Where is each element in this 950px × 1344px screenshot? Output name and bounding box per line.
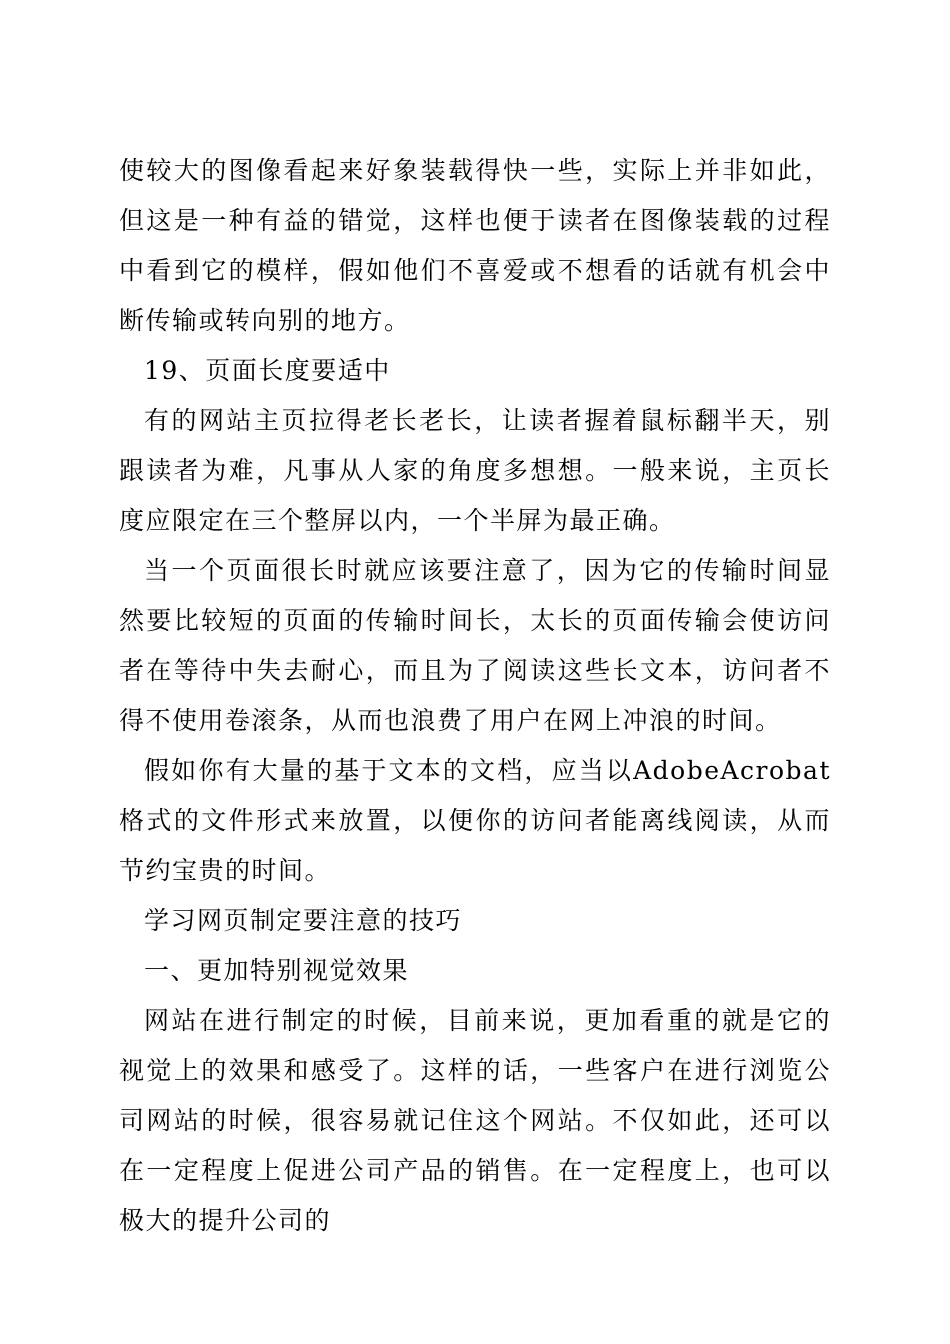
heading-page-length: 19、页面长度要适中 <box>144 356 391 385</box>
heading-visual-effect: 一、更加特别视觉效果 <box>144 956 410 985</box>
paragraph-image-loading: 使较大的图像看起来好象装载得快一些，实际上并非如此，但这是一种有益的错觉，这样也便于读者在图像装载的过程中看到它的模样，假如他们不喜爱或不想看的话就有机会中断传输或转向别的地方。 <box>119 156 831 335</box>
heading-design-tips: 学习网页制定要注意的技巧 <box>144 906 463 935</box>
paragraph-visual-effect: 网站在进行制定的时候，目前来说，更加看重的就是它的视觉上的效果和感受了。这样的话，一些客户在进行浏览公司网站的时候，很容易就记住这个网站。不仅如此，还可以在一定程度上促进公司产品的销售。在一定程度上，也可以极大的提升公司的 <box>119 1006 831 1235</box>
paragraph-acrobat: 假如你有大量的基于文本的文档，应当以AdobeAcrobat格式的文件形式来放置，以便你的访问者能离线阅读，从而节约宝贵的时间。 <box>119 756 831 885</box>
paragraph-homepage-length: 有的网站主页拉得老长老长，让读者握着鼠标翻半天，别跟读者为难，凡事从人家的角度多想想。一般来说，主页长度应限定在三个整屏以内，一个半屏为最正确。 <box>119 406 831 535</box>
paragraph-long-page: 当一个页面很长时就应该要注意了，因为它的传输时间显然要比较短的页面的传输时间长，太长的页面传输会使访问者在等待中失去耐心，而且为了阅读这些长文本，访问者不得不使用卷滚条，从而也浪费了用户在网上冲浪的时间。 <box>119 556 831 735</box>
document-body <box>119 146 831 1246</box>
